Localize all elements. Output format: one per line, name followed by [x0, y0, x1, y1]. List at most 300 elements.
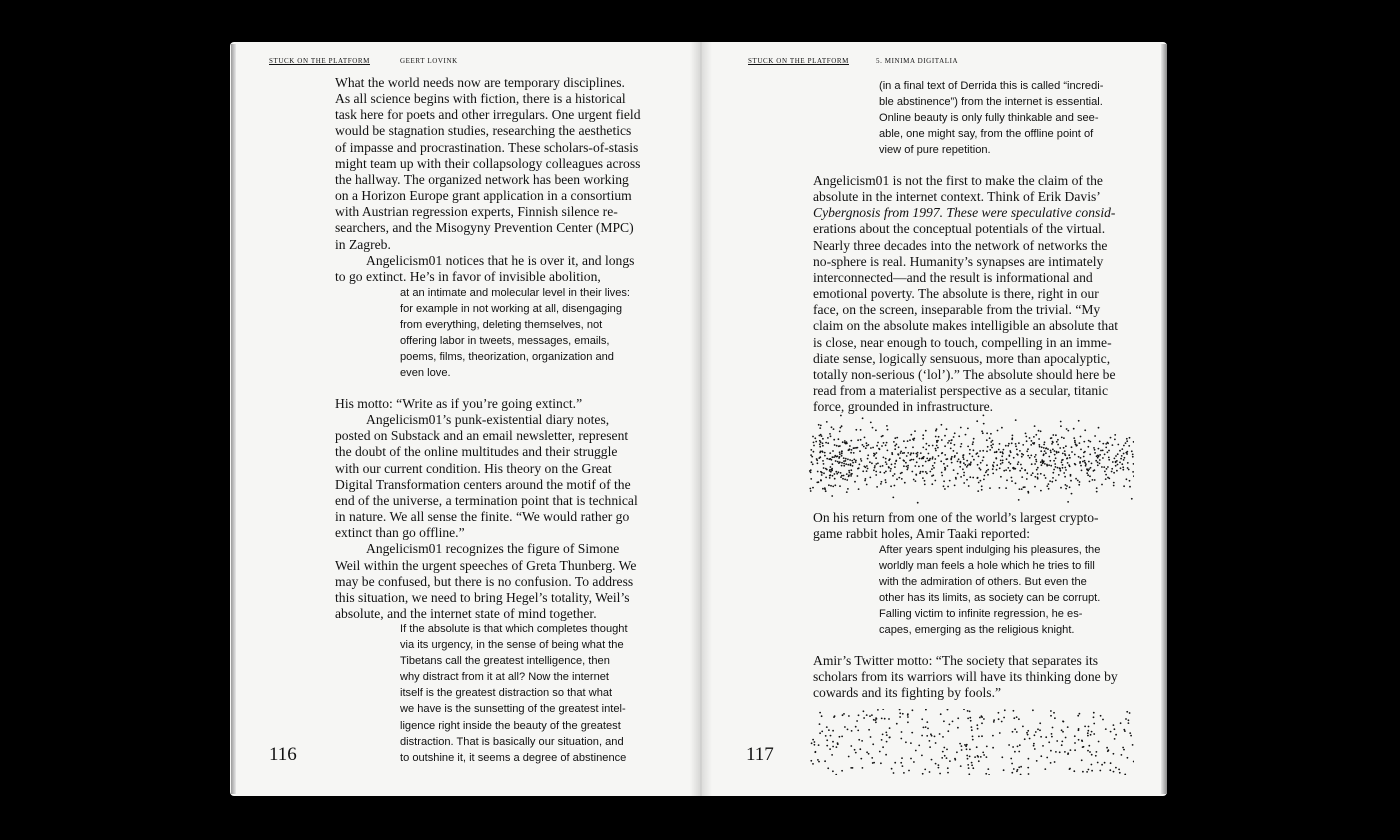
- dot: [913, 761, 915, 763]
- dot: [827, 442, 829, 444]
- dot: [1018, 751, 1020, 753]
- dot: [1017, 746, 1019, 748]
- dot: [889, 458, 891, 460]
- dot: [951, 439, 953, 441]
- dot: [814, 741, 816, 743]
- dot: [841, 736, 843, 738]
- dot: [993, 721, 995, 723]
- dot: [907, 714, 909, 716]
- dot: [899, 457, 901, 459]
- dot: [1087, 470, 1089, 472]
- text-line: even love.: [400, 367, 451, 380]
- dot: [1097, 464, 1099, 466]
- dot: [976, 724, 978, 726]
- dot: [986, 450, 988, 452]
- dot: [843, 713, 845, 715]
- dot: [917, 452, 919, 454]
- dot: [1050, 450, 1052, 452]
- dot: [902, 713, 904, 715]
- dot: [830, 458, 832, 460]
- dot: [832, 450, 834, 452]
- dot: [1097, 461, 1099, 463]
- dot: [996, 464, 998, 466]
- dot: [1025, 433, 1027, 435]
- dot: [862, 417, 864, 419]
- dot: [866, 484, 868, 486]
- dot: [832, 770, 834, 772]
- dot: [1078, 739, 1080, 741]
- dot: [935, 448, 937, 450]
- dot: [843, 460, 845, 462]
- dot: [1077, 480, 1079, 482]
- text-line: Angelicism01 recognizes the figure of Simone: [366, 541, 620, 557]
- dot: [998, 712, 1000, 714]
- dot: [967, 764, 969, 766]
- dot: [944, 488, 946, 490]
- dot: [1079, 481, 1081, 483]
- dot: [844, 479, 846, 481]
- dot: [1084, 429, 1086, 431]
- dot: [917, 454, 919, 456]
- dot: [1037, 473, 1039, 475]
- dot: [1027, 767, 1029, 769]
- dot: [953, 450, 955, 452]
- dot: [982, 460, 984, 462]
- dot: [1079, 713, 1081, 715]
- dot: [855, 752, 857, 754]
- dot: [943, 463, 945, 465]
- text-line: able, one might say, from the offline point of: [879, 128, 1094, 141]
- dot: [1096, 487, 1098, 489]
- dot: [1082, 746, 1084, 748]
- dot: [1027, 730, 1029, 732]
- dot: [1128, 719, 1130, 721]
- dot: [969, 711, 971, 713]
- dot: [1015, 419, 1017, 421]
- dot: [848, 470, 850, 472]
- dot: [840, 472, 842, 474]
- dot: [983, 423, 985, 425]
- dot: [1050, 750, 1052, 752]
- dot: [950, 458, 952, 460]
- dot: [1090, 734, 1092, 736]
- dot: [854, 481, 856, 483]
- dot: [1027, 455, 1029, 457]
- dot: [944, 755, 946, 757]
- dot: [954, 758, 956, 760]
- dot: [901, 757, 903, 759]
- dot: [876, 486, 878, 488]
- left-page: [230, 42, 700, 796]
- dot: [986, 432, 988, 434]
- dot: [925, 430, 927, 432]
- dot: [881, 718, 883, 720]
- dot: [983, 456, 985, 458]
- dot: [1050, 762, 1052, 764]
- dot: [826, 458, 828, 460]
- dot: [967, 446, 969, 448]
- dot: [891, 452, 893, 454]
- dot: [1110, 762, 1112, 764]
- dot: [1055, 434, 1057, 436]
- dot: [911, 471, 913, 473]
- text-line: may be confused, but there is no confusion. To address: [335, 573, 634, 589]
- dot: [1020, 464, 1022, 466]
- text-line: the hallway. The organized network has been working: [335, 171, 629, 187]
- dot: [1037, 478, 1039, 480]
- dot: [1029, 457, 1031, 459]
- dot: [861, 460, 863, 462]
- dot: [910, 742, 912, 744]
- dot: [875, 471, 877, 473]
- text-line: of impasse and procrastination. These scholars-of-stasis: [335, 139, 639, 155]
- dot: [944, 467, 946, 469]
- dot: [1109, 769, 1111, 771]
- dot: [1032, 442, 1034, 444]
- dot: [1005, 445, 1007, 447]
- dot: [1127, 462, 1129, 464]
- dot: [980, 756, 982, 758]
- dot: [968, 485, 970, 487]
- dot: [839, 485, 841, 487]
- dot: [1013, 717, 1015, 719]
- dot: [882, 746, 884, 748]
- text-line: Angelicism01 notices that he is over it, and longs: [366, 252, 635, 268]
- dot: [972, 736, 974, 738]
- dot: [1069, 457, 1071, 459]
- dot: [962, 468, 964, 470]
- dot: [946, 757, 948, 759]
- dot: [1102, 443, 1104, 445]
- dot: [872, 762, 874, 764]
- dot: [1117, 444, 1119, 446]
- dot: [1120, 467, 1122, 469]
- dot: [978, 760, 980, 762]
- text-line: posted on Substack and an email newsletter, represent: [335, 428, 629, 444]
- text-line: claim on the absolute makes intelligible an absolute that: [813, 318, 1119, 334]
- dot: [1119, 772, 1121, 774]
- dot: [1067, 501, 1069, 503]
- dot: [1078, 456, 1080, 458]
- dot: [826, 421, 828, 423]
- dot: [1059, 447, 1061, 449]
- dot: [1132, 744, 1134, 746]
- text-line: Tibetans call the greatest intelligence, then: [400, 655, 610, 668]
- dot: [885, 471, 887, 473]
- dot: [929, 746, 931, 748]
- dot: [870, 736, 872, 738]
- dot: [1040, 450, 1042, 452]
- dot: [960, 765, 962, 767]
- dot: [1113, 771, 1115, 773]
- dot: [954, 432, 956, 434]
- dot: [995, 457, 997, 459]
- dot: [887, 450, 889, 452]
- dot: [986, 746, 988, 748]
- dot: [990, 433, 992, 435]
- dot: [1061, 437, 1063, 439]
- dot: [1102, 457, 1104, 459]
- dot: [1093, 712, 1095, 714]
- dot: [1133, 475, 1134, 477]
- dot: [862, 767, 864, 769]
- dot: [864, 466, 866, 468]
- dot: [1040, 490, 1042, 492]
- dot: [957, 717, 959, 719]
- text-line: at an intimate and molecular level in their lives:: [400, 287, 631, 299]
- dot: [1052, 434, 1054, 436]
- dot: [821, 715, 823, 717]
- dot: [1016, 770, 1018, 772]
- dot: [841, 455, 843, 457]
- dot: [967, 758, 969, 760]
- running-head-chapter: 5. MINIMA DIGITALIA: [876, 57, 959, 65]
- dot: [1116, 470, 1118, 472]
- dot: [950, 442, 952, 444]
- dot: [923, 727, 925, 729]
- dot: [843, 465, 845, 467]
- dot: [1043, 444, 1045, 446]
- dot: [1065, 737, 1067, 739]
- dot: [939, 773, 941, 775]
- dot: [1069, 768, 1071, 770]
- dot: [917, 502, 919, 504]
- dot: [842, 714, 844, 716]
- dot: [982, 450, 984, 452]
- dot: [857, 439, 859, 441]
- dot: [934, 480, 936, 482]
- dot: [1049, 460, 1051, 462]
- dot: [832, 486, 834, 488]
- dot: [872, 743, 874, 745]
- dot: [1125, 718, 1127, 720]
- dot: [838, 438, 840, 440]
- dot: [1062, 459, 1064, 461]
- dot: [1070, 480, 1072, 482]
- dot: [1107, 442, 1109, 444]
- text-line: read from a materialist perspective as a secular, titanic: [813, 383, 1108, 399]
- dot: [1096, 491, 1098, 493]
- dot: [1083, 456, 1085, 458]
- dot: [1044, 768, 1046, 770]
- text-line: the doubt of the online multitudes and their struggle: [335, 444, 618, 460]
- dot: [847, 464, 849, 466]
- dot: [899, 712, 901, 714]
- dot: [1119, 462, 1121, 464]
- dot: [866, 714, 868, 716]
- dot: [962, 455, 964, 457]
- dot: [1033, 436, 1035, 438]
- dot: [990, 441, 992, 443]
- dot: [942, 736, 944, 738]
- dot: [1001, 455, 1003, 457]
- dot: [882, 734, 884, 736]
- page-number: 116: [269, 744, 297, 765]
- dot: [1121, 448, 1123, 450]
- dot: [938, 455, 940, 457]
- dot: [885, 754, 887, 756]
- dot: [1011, 439, 1013, 441]
- dot: [1026, 478, 1028, 480]
- dot: [810, 490, 812, 492]
- text-line: Cybergnosis from 1997. These were speculative consid-: [813, 205, 1116, 221]
- dot: [947, 709, 949, 711]
- dot: [950, 448, 952, 450]
- dot: [1034, 456, 1036, 458]
- dot: [1008, 744, 1010, 746]
- dot: [1030, 455, 1032, 457]
- dot: [1042, 461, 1044, 463]
- dot: [901, 478, 903, 480]
- dot: [978, 482, 980, 484]
- dot: [852, 462, 854, 464]
- dot: [909, 460, 911, 462]
- dot: [907, 465, 909, 467]
- dot: [970, 461, 972, 463]
- dot: [1030, 474, 1032, 476]
- dot: [898, 477, 900, 479]
- dot: [894, 463, 896, 465]
- dot: [960, 446, 962, 448]
- dot: [819, 427, 821, 429]
- dot: [963, 709, 965, 710]
- dot: [1008, 443, 1010, 445]
- dot: [1062, 464, 1064, 466]
- dot: [822, 438, 824, 440]
- dot: [1077, 715, 1079, 717]
- dot: [966, 466, 968, 468]
- dot: [851, 449, 853, 451]
- block-quote: [879, 542, 1100, 639]
- dot: [829, 469, 831, 471]
- dot: [1036, 469, 1038, 471]
- dot: [1101, 764, 1103, 766]
- dot: [1034, 463, 1036, 465]
- text-line: scholars from its warriors will have its thinking done by: [813, 669, 1118, 685]
- dot: [810, 449, 812, 451]
- dot: [861, 740, 863, 742]
- dot: [940, 713, 942, 715]
- dot: [826, 745, 828, 747]
- dot: [859, 450, 861, 452]
- text-line: Digital Transformation centers around the motif of the: [335, 476, 631, 492]
- dot: [890, 468, 892, 470]
- dot: [947, 767, 949, 769]
- dot: [834, 473, 836, 475]
- dot: [866, 465, 868, 467]
- dot: [972, 739, 974, 741]
- dot: [1008, 455, 1010, 457]
- dot: [989, 487, 991, 489]
- dot: [966, 460, 968, 462]
- dot: [1118, 769, 1120, 771]
- block-quote: [400, 285, 630, 382]
- dot: [941, 424, 943, 426]
- dot: [809, 470, 811, 472]
- dot: [1129, 712, 1131, 714]
- dot: [953, 469, 955, 471]
- dot: [971, 762, 973, 764]
- dot: [871, 462, 873, 464]
- dot: [1130, 735, 1132, 737]
- dot: [839, 736, 841, 738]
- dot: [967, 465, 969, 467]
- dot: [814, 744, 816, 746]
- dot: [998, 718, 1000, 720]
- dot: [1061, 729, 1063, 731]
- dot: [829, 452, 831, 454]
- dot: [870, 422, 872, 424]
- dot: [997, 430, 999, 432]
- dot: [1074, 749, 1076, 751]
- page-edge-left: [231, 44, 236, 794]
- dot: [963, 472, 965, 474]
- dot: [879, 751, 881, 753]
- dot: [1051, 733, 1053, 735]
- dot: [1099, 459, 1101, 461]
- dot: [972, 441, 974, 443]
- dot: [817, 759, 819, 761]
- dot: [1122, 747, 1124, 749]
- dot: [885, 732, 887, 734]
- dot: [1006, 479, 1008, 481]
- dot: [1034, 476, 1036, 478]
- dot: [1007, 467, 1009, 469]
- dot: [969, 749, 971, 751]
- dot: [1027, 448, 1029, 450]
- dot: [1128, 722, 1130, 724]
- dot: [847, 729, 849, 731]
- dot: [1129, 480, 1131, 482]
- dot: [875, 721, 877, 723]
- dot: [1100, 715, 1102, 717]
- dot: [1113, 472, 1115, 474]
- dot: [1043, 447, 1045, 449]
- dot: [987, 474, 989, 476]
- dot: [937, 447, 939, 449]
- dot: [1107, 466, 1109, 468]
- dot: [835, 456, 837, 458]
- dot: [1024, 469, 1026, 471]
- dot: [974, 756, 976, 758]
- dot: [868, 753, 870, 755]
- dot: [912, 709, 914, 711]
- dot: [1044, 450, 1046, 452]
- dot: [1106, 747, 1108, 749]
- dot: [1104, 762, 1106, 764]
- text-line: in Zagreb.: [335, 236, 391, 252]
- dot: [903, 459, 905, 461]
- dot: [836, 473, 838, 475]
- dot: [1046, 485, 1048, 487]
- dot: [967, 718, 969, 720]
- dot: [1028, 492, 1030, 494]
- dot: [826, 469, 828, 471]
- dot: [839, 445, 841, 447]
- dot: [1027, 734, 1029, 736]
- dot: [903, 440, 905, 442]
- dot: [866, 445, 868, 447]
- dot: [875, 463, 877, 465]
- dot: [954, 444, 956, 446]
- dot: [886, 442, 888, 444]
- dot: [1119, 450, 1121, 452]
- dot: [1091, 731, 1093, 733]
- dot: [939, 733, 941, 735]
- dot: [937, 440, 939, 442]
- dot: [1023, 486, 1025, 488]
- dot: [1050, 715, 1052, 717]
